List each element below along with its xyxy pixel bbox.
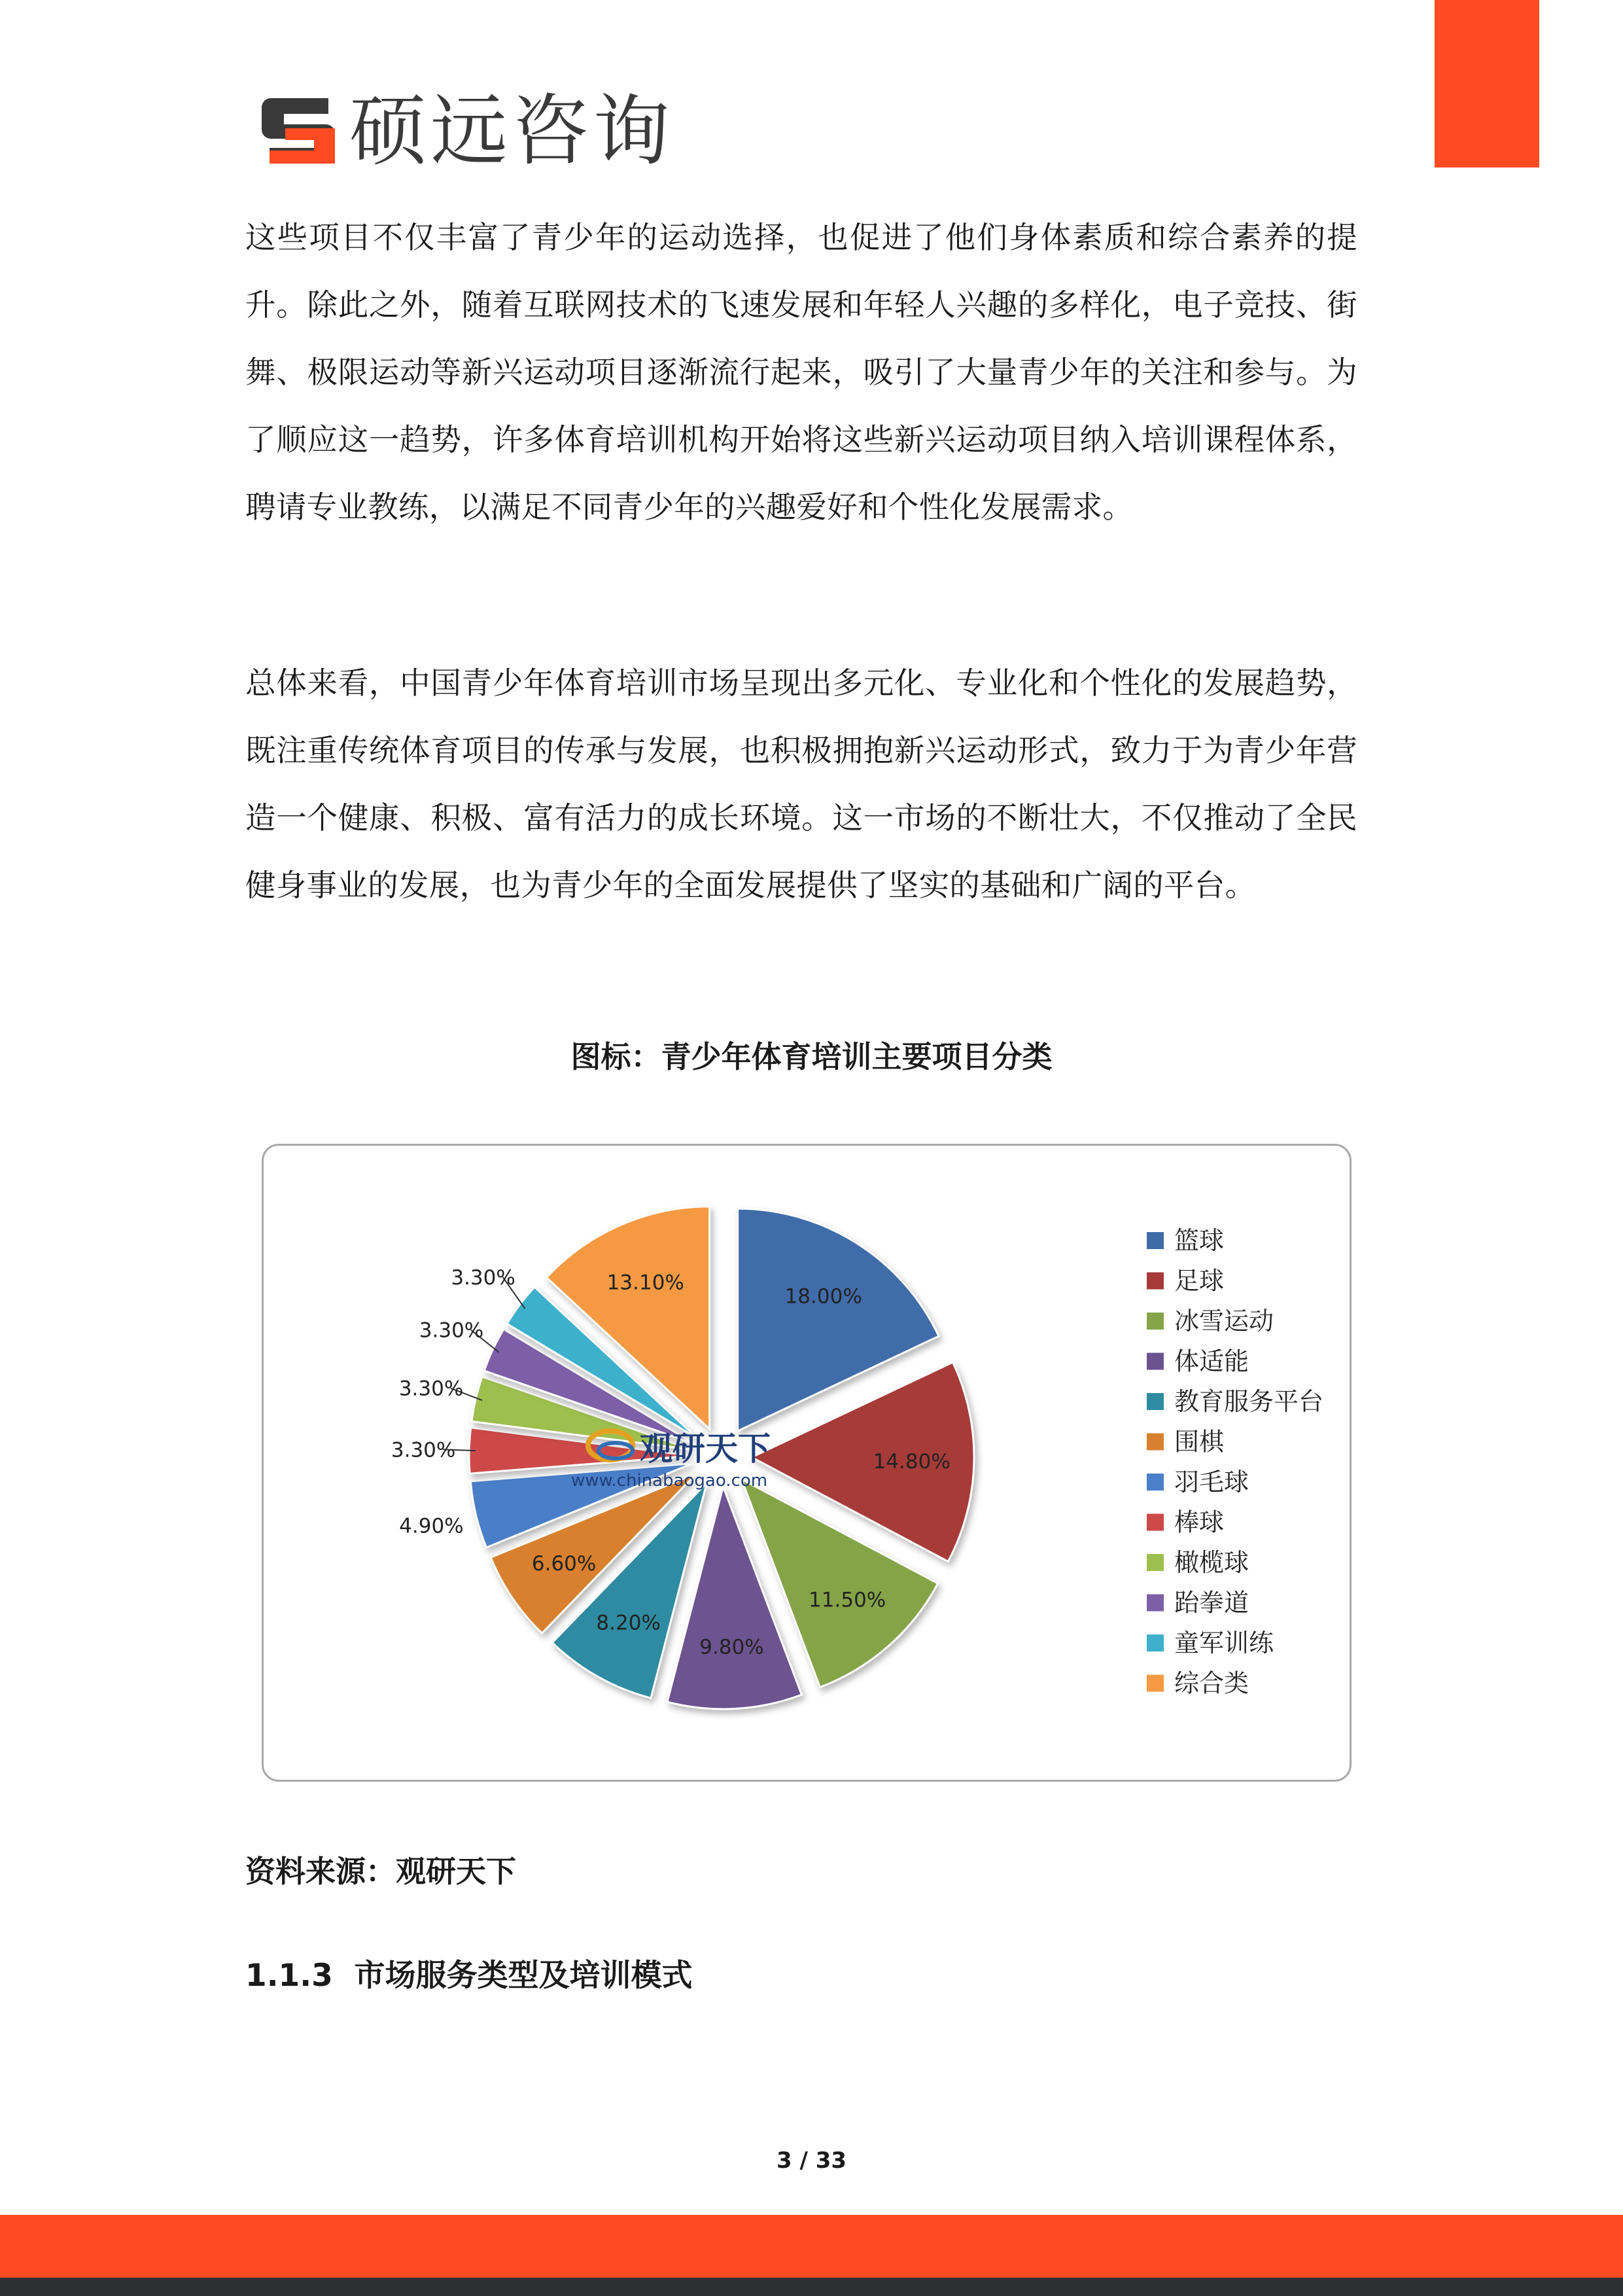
slice-label-8: 3.30%: [391, 1438, 456, 1462]
legend-label-9: 橄榄球: [1174, 1548, 1249, 1577]
legend-swatch-10: [1147, 1595, 1164, 1612]
legend-swatch-4: [1147, 1353, 1164, 1370]
footer-dark-strip: [0, 2278, 1623, 2296]
legend-label-5: 教育服务平台: [1174, 1387, 1324, 1416]
slice-label-6: 6.60%: [531, 1551, 597, 1576]
slice-label-3: 11.50%: [809, 1588, 886, 1612]
paragraph-1-text: 这些项目不仅丰富了青少年的运动选择，也促进了他们身体素质和综合素养的提升。除此之外，随着互联网技术的飞速发展和年轻人兴趣的多样化，电子竞技、街舞、极限运动等新兴运动项目逐渐流行起来，吸引了大量青少年的关注和参与。为了顺应这一趋势，许多体育培训机构开始将这些新兴运动项目纳入培训课程体系，聘请专业教练，以满足不同青少年的兴趣爱好和个性化发展需求。: [245, 220, 1357, 525]
legend-label-8: 棒球: [1174, 1508, 1225, 1537]
legend-label-2: 足球: [1174, 1266, 1225, 1296]
legend-label-10: 跆拳道: [1174, 1588, 1249, 1617]
figure-title: 图标：青少年体育培训主要项目分类: [570, 1039, 1053, 1074]
source-note: 资料来源：观研天下: [245, 1854, 516, 1889]
brand-name: 硕远咨询: [349, 86, 674, 176]
brand-logo: [260, 86, 674, 176]
pie-chart-frame: [262, 1144, 1352, 1782]
legend-label-4: 体适能: [1174, 1347, 1249, 1376]
paragraph-2: [245, 650, 1357, 919]
legend-swatch-2: [1147, 1273, 1164, 1290]
slice-label-7: 4.90%: [399, 1514, 464, 1538]
section-heading: 1.1.3 市场服务类型及培训模式: [245, 1958, 693, 1994]
legend-swatch-6: [1147, 1434, 1164, 1451]
legend-label-7: 羽毛球: [1174, 1468, 1249, 1496]
legend-swatch-12: [1147, 1675, 1164, 1692]
legend-label-3: 冰雪运动: [1174, 1307, 1274, 1335]
paragraph-1: [245, 204, 1357, 541]
legend-label-12: 综合类: [1174, 1669, 1249, 1698]
footer-bar: [0, 2215, 1623, 2278]
slice-label-9: 3.30%: [398, 1377, 464, 1401]
legend-swatch-3: [1147, 1313, 1164, 1330]
paragraph-2-text: 总体来看，中国青少年体育培训市场呈现出多元化、专业化和个性化的发展趋势，既注重传统体育项目的传承与发展，也积极拥抱新兴运动形式，致力于为青少年营造一个健康、积极、富有活力的成长环境。这一市场的不断壮大，不仅推动了全民健身事业的发展，也为青少年的全面发展提供了坚实的基础和广阔的平台。: [245, 665, 1357, 903]
legend-swatch-8: [1147, 1514, 1164, 1531]
legend-swatch-11: [1147, 1634, 1164, 1651]
legend-swatch-1: [1147, 1232, 1164, 1249]
legend-swatch-7: [1147, 1474, 1164, 1491]
legend-swatch-9: [1147, 1554, 1164, 1571]
slice-label-11: 3.30%: [451, 1265, 515, 1290]
legend-label-6: 围棋: [1174, 1427, 1225, 1457]
slice-label-5: 8.20%: [596, 1611, 661, 1635]
legend-label-1: 篮球: [1174, 1226, 1225, 1255]
slice-label-2: 14.80%: [873, 1449, 951, 1474]
legend-swatch-5: [1147, 1393, 1164, 1410]
brand-s-logo-icon: [260, 97, 336, 165]
watermark-url: www.chinabaogao.com: [571, 1471, 768, 1491]
slice-label-12: 13.10%: [606, 1271, 684, 1295]
legend-label-11: 童军训练: [1174, 1629, 1274, 1657]
slice-label-1: 18.00%: [784, 1284, 862, 1309]
slice-label-10: 3.30%: [419, 1318, 484, 1343]
slice-label-4: 9.80%: [699, 1635, 764, 1659]
corner-accent-tab: [1435, 0, 1539, 168]
pie-chart: [264, 1146, 1350, 1780]
watermark-brand: 观研天下: [640, 1430, 771, 1468]
page-number: 3 / 33: [776, 2147, 847, 2174]
